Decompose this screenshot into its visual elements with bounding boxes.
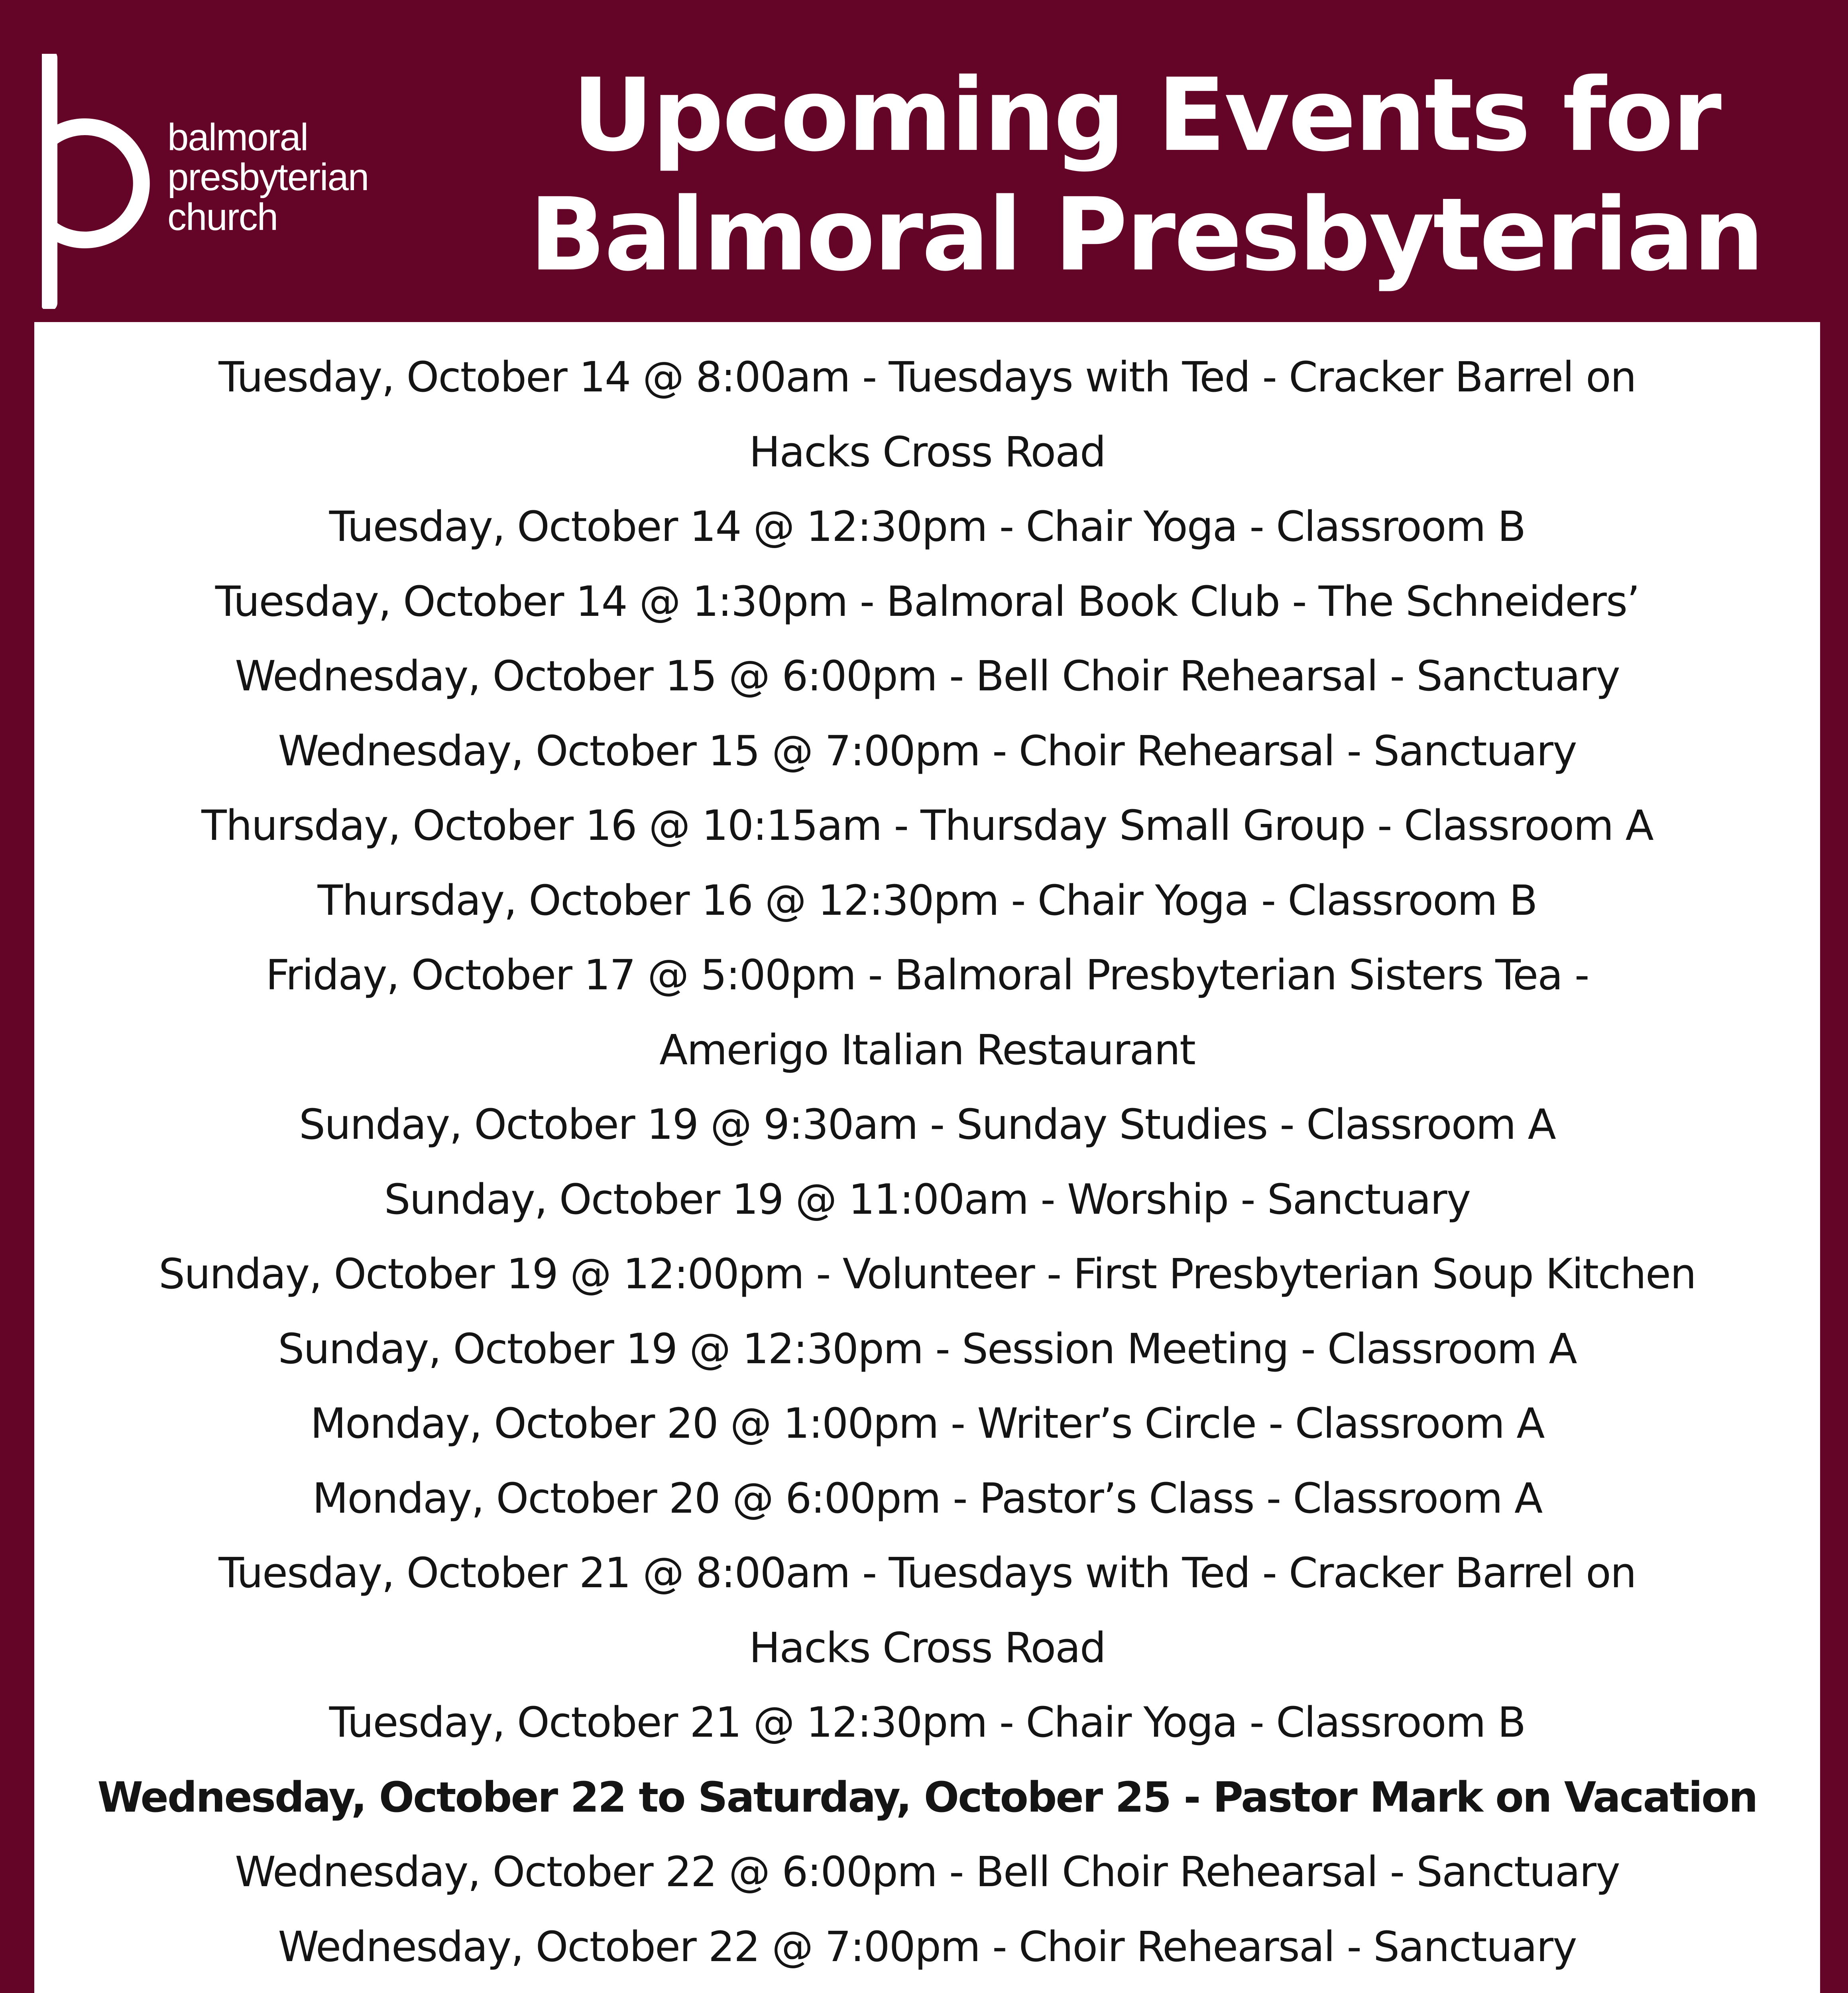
event-item [34,340,1820,489]
event-text: Tuesday, October 14 @ 8:00am - Tuesdays with Ted - Cracker Barrel on [218,353,1636,401]
event-item [34,938,1820,1087]
event-item [34,788,1820,863]
event-item [34,714,1820,789]
event-item [34,1910,1820,1985]
event-text: Wednesday, October 15 @ 6:00pm - Bell Choir Rehearsal - Sanctuary [235,652,1620,700]
logo-wordmark [167,118,368,237]
event-item [34,1162,1820,1237]
events-panel [34,322,1820,1993]
event-item [34,1536,1820,1685]
event-text: Thursday, October 16 @ 10:15am - Thursday Small Group - Classroom A [201,801,1653,850]
event-text: Sunday, October 19 @ 9:30am - Sunday Studies - Classroom A [299,1100,1555,1149]
event-text: Tuesday, October 21 @ 12:30pm - Chair Yoga - Classroom B [329,1698,1526,1747]
page-title [458,56,1834,295]
event-text: Wednesday, October 22 @ 6:00pm - Bell Choir Rehearsal - Sanctuary [235,1848,1620,1896]
event-text: Sunday, October 19 @ 11:00am - Worship - Sanctuary [384,1175,1471,1224]
event-text: Tuesday, October 14 @ 1:30pm - Balmoral Book Club - The Schneiders’ [215,577,1640,626]
balmoral-b-logo-icon [42,54,161,309]
logo-line: balmoral [167,116,308,159]
title-line-2: Balmoral Presbyterian [529,177,1763,293]
event-text: Hacks Cross Road [749,427,1105,476]
event-text: Wednesday, October 22 @ 7:00pm - Choir Rehearsal - Sanctuary [278,1922,1577,1971]
church-logo [42,54,401,309]
event-text: Friday, October 17 @ 5:00pm - Balmoral Presbyterian Sisters Tea - [265,951,1589,999]
event-text: Amerigo Italian Restaurant [659,1025,1195,1074]
event-item [34,1461,1820,1536]
event-item [34,1312,1820,1387]
event-text: Tuesday, October 21 @ 8:00am - Tuesdays with Ted - Cracker Barrel on [218,1549,1636,1597]
event-text: Thursday, October 16 @ 12:30pm - Chair Yoga - Classroom B [317,876,1537,925]
event-text: Hacks Cross Road [749,1623,1105,1672]
event-item [34,1685,1820,1760]
event-item [34,1237,1820,1312]
event-text: Monday, October 20 @ 1:00pm - Writer’s Circle - Classroom A [310,1399,1544,1448]
event-text [50,1984,1804,1993]
event-text: Monday, October 20 @ 6:00pm - Pastor’s Class - Classroom A [312,1474,1542,1523]
header [0,0,1848,321]
event-item [34,639,1820,714]
event-item [34,1835,1820,1910]
event-item [34,1760,1820,1835]
event-text: Sunday, October 19 @ 12:30pm - Session Meeting - Classroom A [278,1324,1577,1373]
event-text: Wednesday, October 22 to Saturday, October 25 - Pastor Mark on Vacation [97,1773,1757,1822]
events-list [34,340,1820,1993]
event-item [34,489,1820,564]
event-item [34,1386,1820,1461]
event-item [34,863,1820,938]
event-item [34,1984,1820,1993]
event-item [34,1087,1820,1162]
title-line-1: Upcoming Events for [572,57,1720,174]
logo-line: presbyterian [167,156,369,199]
event-item [34,564,1820,639]
event-text: Wednesday, October 15 @ 7:00pm - Choir Rehearsal - Sanctuary [278,726,1577,775]
logo-line: church [167,196,278,238]
event-text: Tuesday, October 14 @ 12:30pm - Chair Yoga - Classroom B [329,502,1526,551]
event-text: Sunday, October 19 @ 12:00pm - Volunteer - First Presbyterian Soup Kitchen [159,1250,1696,1298]
